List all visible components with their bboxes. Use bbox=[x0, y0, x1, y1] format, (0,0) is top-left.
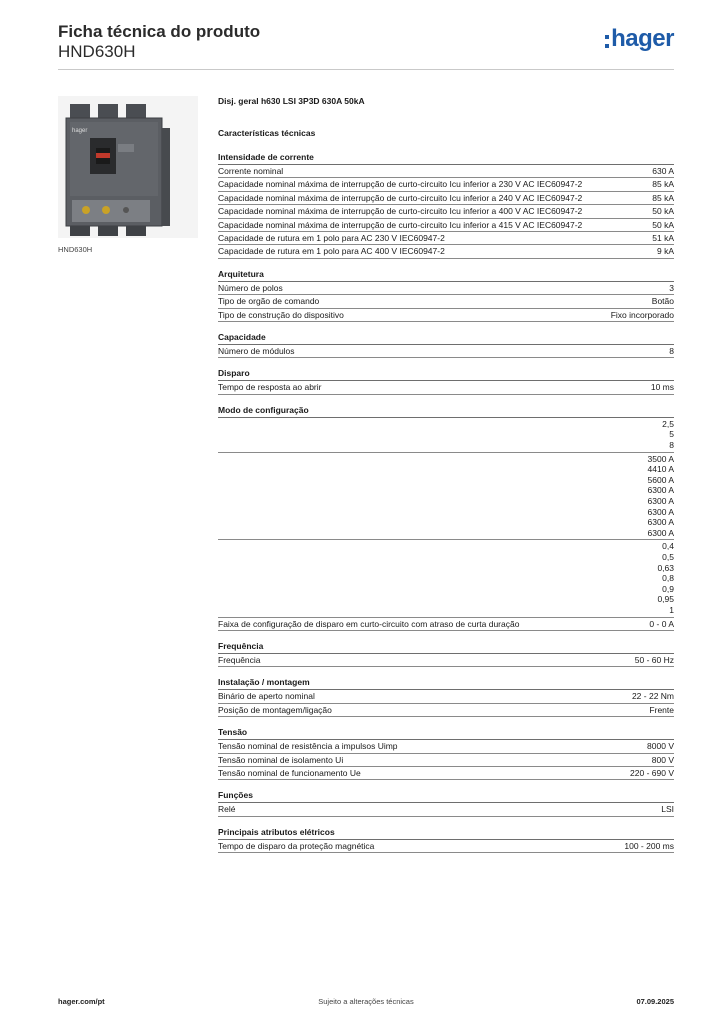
spec-row bbox=[218, 704, 674, 717]
spec-row bbox=[218, 803, 674, 816]
spec-label: Capacidade de rutura em 1 polo para AC 400 V IEC60947-2 bbox=[218, 246, 445, 257]
spec-label: Capacidade nominal máxima de interrupção de curto-circuito Icu inferior a 415 V AC IEC60947-2 bbox=[218, 219, 583, 230]
spec-sections bbox=[218, 152, 674, 853]
spec-row bbox=[218, 345, 674, 358]
image-caption: HND630H bbox=[58, 245, 93, 254]
spec-value-line: 3500 A bbox=[647, 453, 674, 464]
spec-section bbox=[218, 332, 674, 358]
spec-label: Frequência bbox=[218, 654, 261, 665]
spec-row bbox=[218, 418, 674, 453]
spec-row bbox=[218, 245, 674, 258]
spec-value: 22 - 22 Nm bbox=[631, 691, 674, 702]
spec-value: 8000 V bbox=[647, 741, 674, 752]
spec-label: Número de módulos bbox=[218, 346, 295, 357]
section-title: Funções bbox=[218, 790, 674, 803]
page-header bbox=[58, 20, 674, 70]
spec-row bbox=[218, 740, 674, 753]
footer-disclaimer: Sujeito a alterações técnicas bbox=[318, 997, 414, 1006]
spec-row bbox=[218, 282, 674, 295]
spec-row bbox=[218, 540, 674, 617]
spec-label: Relé bbox=[218, 804, 236, 815]
spec-label: Posição de montagem/ligação bbox=[218, 704, 332, 715]
spec-value-line: 0,9 bbox=[662, 583, 674, 594]
spec-value-line: 0,5 bbox=[662, 552, 674, 562]
spec-label: Capacidade nominal máxima de interrupção de curto-circuito Icu inferior a 230 V AC IEC60947-2 bbox=[218, 179, 583, 190]
spec-row bbox=[218, 165, 674, 178]
section-title: Modo de configuração bbox=[218, 405, 674, 418]
spec-section bbox=[218, 790, 674, 816]
spec-section bbox=[218, 405, 674, 631]
spec-value-line: 6300 A bbox=[647, 506, 674, 517]
spec-value: Botão bbox=[651, 296, 674, 307]
product-reference: HND630H bbox=[58, 42, 136, 61]
spec-row bbox=[218, 654, 674, 667]
spec-label: Binário de aperto nominal bbox=[218, 691, 315, 702]
spec-value bbox=[657, 541, 674, 615]
spec-value: 50 kA bbox=[652, 206, 674, 217]
spec-row bbox=[218, 192, 674, 205]
spec-row bbox=[218, 690, 674, 703]
svg-text:hager: hager bbox=[72, 128, 88, 134]
spec-label: Capacidade nominal máxima de interrupção de curto-circuito Icu inferior a 240 V AC IEC60947-2 bbox=[218, 192, 583, 203]
spec-value-line: 8 bbox=[669, 440, 674, 451]
spec-value: 50 - 60 Hz bbox=[634, 654, 674, 665]
spec-section bbox=[218, 641, 674, 667]
spec-row bbox=[218, 767, 674, 780]
product-name: Disj. geral h630 LSI 3P3D 630A 50kA bbox=[218, 96, 365, 106]
spec-value-line: 6300 A bbox=[647, 485, 674, 496]
spec-label: Faixa de configuração de disparo em curto-circuito com atraso de curta duração bbox=[218, 618, 520, 629]
spec-label: Tipo de construção do dispositivo bbox=[218, 309, 344, 320]
spec-section bbox=[218, 727, 674, 780]
spec-value-line: 1 bbox=[669, 604, 674, 615]
product-image bbox=[58, 96, 198, 238]
spec-value bbox=[648, 454, 674, 539]
circuit-breaker-icon bbox=[58, 96, 198, 238]
spec-row bbox=[218, 381, 674, 394]
spec-value-line: 0,4 bbox=[662, 541, 674, 552]
spec-label: Número de polos bbox=[218, 282, 283, 293]
spec-value: 9 kA bbox=[656, 246, 674, 257]
spec-value: LSI bbox=[661, 804, 674, 815]
footer-website-link[interactable]: hager.com/pt bbox=[58, 997, 105, 1006]
spec-section bbox=[218, 827, 674, 853]
spec-label: Tempo de resposta ao abrir bbox=[218, 382, 322, 393]
spec-label: Tempo de disparo da proteção magnética bbox=[218, 840, 375, 851]
section-title: Frequência bbox=[218, 641, 674, 654]
spec-value-line: 6300 A bbox=[647, 517, 674, 528]
spec-value: Fixo incorporado bbox=[610, 309, 674, 320]
spec-value: 8 bbox=[669, 346, 674, 357]
spec-label: Tipo de orgão de comando bbox=[218, 296, 320, 307]
spec-section bbox=[218, 677, 674, 717]
spec-value: Frente bbox=[649, 704, 674, 715]
spec-row bbox=[218, 178, 674, 191]
hager-logo bbox=[605, 24, 674, 54]
footer-date: 07.09.2025 bbox=[636, 997, 674, 1006]
spec-value: 85 kA bbox=[652, 192, 674, 203]
spec-row bbox=[218, 618, 674, 631]
spec-value: 10 ms bbox=[650, 382, 674, 393]
spec-value bbox=[662, 419, 674, 451]
spec-value: 51 kA bbox=[652, 233, 674, 244]
spec-value-line: 6300 A bbox=[647, 496, 674, 507]
spec-value-line: 5 bbox=[669, 429, 674, 440]
spec-label: Tensão nominal de resistência a impulsos Uimp bbox=[218, 741, 398, 752]
section-title: Instalação / montagem bbox=[218, 677, 674, 690]
technical-characteristics-heading: Características técnicas bbox=[218, 128, 316, 138]
section-title: Principais atributos elétricos bbox=[218, 827, 674, 840]
spec-row bbox=[218, 840, 674, 853]
spec-section bbox=[218, 269, 674, 322]
spec-value: 100 - 200 ms bbox=[624, 840, 674, 851]
spec-label: Capacidade nominal máxima de interrupção de curto-circuito Icu inferior a 400 V AC IEC60947-2 bbox=[218, 206, 583, 217]
spec-value: 220 - 690 V bbox=[630, 768, 674, 778]
spec-label: Capacidade de rutura em 1 polo para AC 230 V IEC60947-2 bbox=[218, 233, 445, 244]
section-title: Disparo bbox=[218, 368, 674, 381]
section-title: Arquitetura bbox=[218, 269, 674, 282]
spec-value: 630 A bbox=[652, 166, 674, 176]
spec-section bbox=[218, 368, 674, 394]
logo-dots-icon bbox=[605, 35, 609, 48]
spec-value: 3 bbox=[669, 282, 674, 293]
spec-row bbox=[218, 205, 674, 218]
spec-value: 800 V bbox=[651, 754, 674, 765]
section-title: Tensão bbox=[218, 727, 674, 740]
spec-row bbox=[218, 309, 674, 322]
spec-value: 0 - 0 A bbox=[649, 618, 674, 629]
spec-row bbox=[218, 219, 674, 232]
spec-label: Corrente nominal bbox=[218, 166, 284, 176]
spec-value-line: 0,95 bbox=[657, 594, 674, 605]
section-title: Capacidade bbox=[218, 332, 674, 345]
document-title: Ficha técnica do produto bbox=[58, 22, 261, 41]
spec-value: 85 kA bbox=[652, 179, 674, 190]
spec-row bbox=[218, 453, 674, 541]
section-title: Intensidade de corrente bbox=[218, 152, 674, 165]
spec-value-line: 4410 A bbox=[647, 464, 674, 475]
spec-value-line: 6300 A bbox=[647, 527, 674, 538]
spec-section bbox=[218, 152, 674, 259]
spec-row bbox=[218, 295, 674, 308]
spec-row bbox=[218, 232, 674, 245]
spec-content bbox=[218, 96, 674, 863]
spec-value-line: 0,8 bbox=[662, 573, 674, 584]
logo-wordmark: hager bbox=[611, 25, 674, 52]
spec-label: Tensão nominal de isolamento Ui bbox=[218, 754, 344, 765]
spec-value: 50 kA bbox=[652, 219, 674, 230]
spec-label: Tensão nominal de funcionamento Ue bbox=[218, 768, 361, 778]
spec-value-line: 0,63 bbox=[657, 562, 674, 573]
spec-value-line: 5600 A bbox=[647, 474, 674, 485]
spec-row bbox=[218, 754, 674, 767]
spec-value-line: 2,5 bbox=[662, 418, 674, 429]
